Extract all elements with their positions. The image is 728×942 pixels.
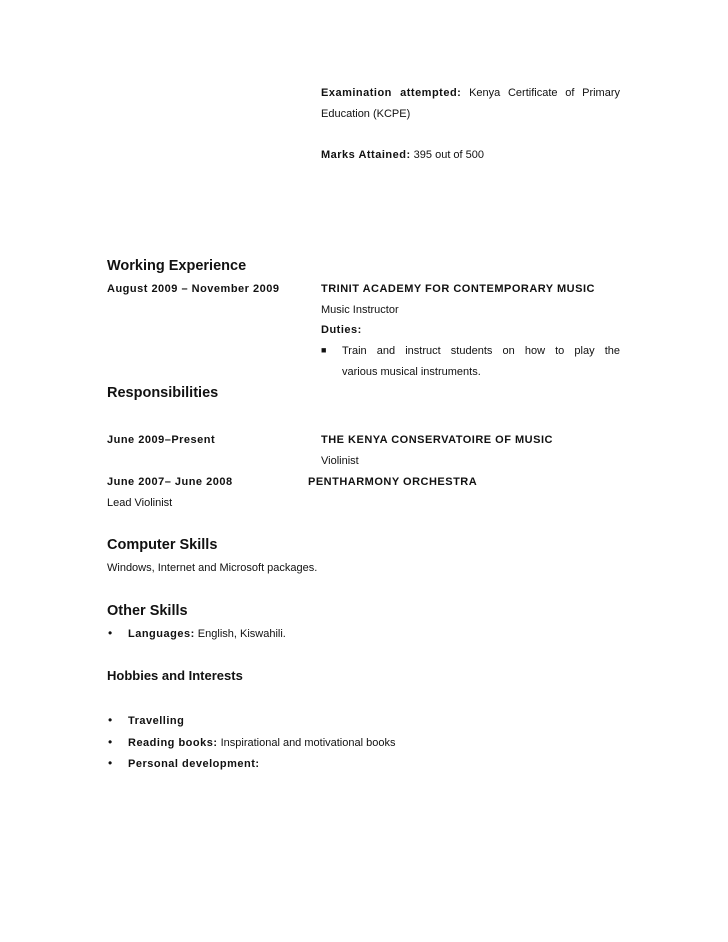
marks-value: 395 out of 500 <box>413 149 485 161</box>
other-skills-heading: Other Skills <box>107 603 188 619</box>
working-experience-heading: Working Experience <box>107 258 247 274</box>
bullet-icon: • <box>108 626 113 640</box>
exam-value-line2: Education (KCPE) <box>321 108 411 120</box>
computer-skills-text: Windows, Internet and Microsoft packages. <box>107 562 318 574</box>
languages-label: Languages: <box>128 628 195 640</box>
resp2-org: PENTHARMONY ORCHESTRA <box>308 476 478 488</box>
languages-value: English, Kiswahili. <box>197 628 286 640</box>
resp2-role: Lead Violinist <box>107 497 173 509</box>
hobby-label: Reading books: <box>128 737 218 749</box>
resp1-role: Violinist <box>321 455 359 467</box>
bullet-icon: • <box>108 735 113 749</box>
hobby-item <box>128 736 395 750</box>
hobby-item <box>128 714 184 728</box>
exam-value-line1: Kenya Certificate of Primary <box>469 87 621 99</box>
responsibilities-heading: Responsibilities <box>107 385 219 401</box>
job1-dates: August 2009 – November 2009 <box>107 283 280 295</box>
marks-label: Marks Attained: <box>321 149 411 161</box>
bullet-icon: • <box>108 756 113 770</box>
duties-label: Duties: <box>321 324 362 336</box>
hobbies-heading: Hobbies and Interests <box>107 668 243 683</box>
resp1-org: THE KENYA CONSERVATOIRE OF MUSIC <box>321 434 553 446</box>
resp2-dates: June 2007– June 2008 <box>107 476 233 488</box>
exam-label: Examination attempted: <box>321 87 462 99</box>
duty-line2: various musical instruments. <box>342 366 481 378</box>
exam-line1 <box>321 86 620 100</box>
square-bullet-icon: ■ <box>321 345 327 355</box>
hobby-value: Inspirational and motivational books <box>220 737 396 749</box>
marks-line <box>321 148 484 162</box>
hobby-label: Travelling <box>128 715 185 727</box>
job1-employer: TRINIT ACADEMY FOR CONTEMPORARY MUSIC <box>321 283 595 295</box>
duty-line1: Train and instruct students on how to play the <box>342 345 620 357</box>
hobby-item <box>128 757 260 771</box>
resp1-dates: June 2009–Present <box>107 434 216 446</box>
job1-role: Music Instructor <box>321 304 399 316</box>
computer-skills-heading: Computer Skills <box>107 537 218 553</box>
bullet-icon: • <box>108 713 113 727</box>
hobby-label: Personal development: <box>128 758 260 770</box>
languages-line <box>128 627 286 641</box>
